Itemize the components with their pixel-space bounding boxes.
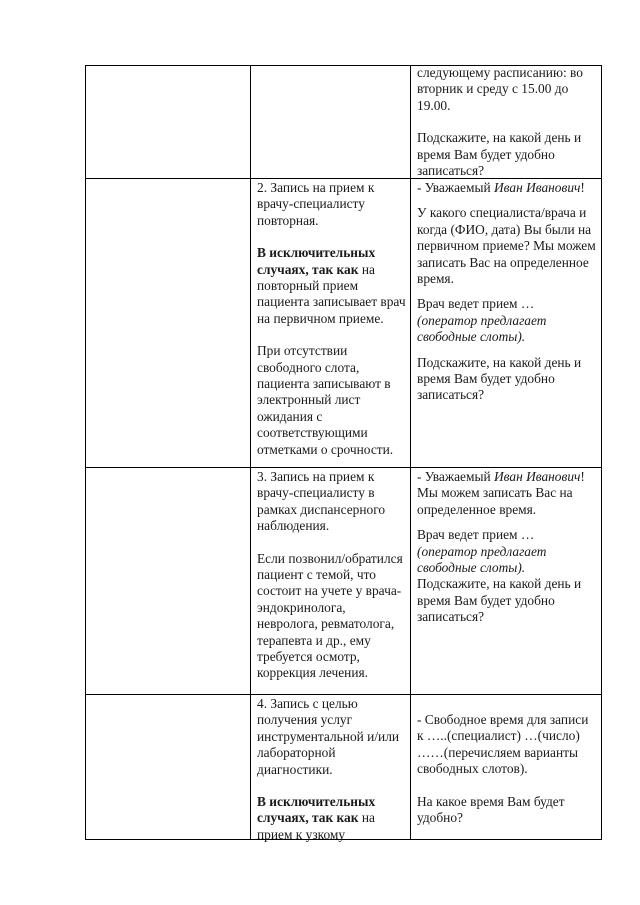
row4-script-cell	[417, 712, 597, 826]
row2-script-cell	[417, 180, 597, 404]
row2-exception-rest: на повторный прием пациента записывает врач на первичном приеме.	[257, 261, 406, 326]
row4-ask-time: На какое время Вам будет удобно?	[417, 793, 565, 826]
row4-free-slots: - Свободное время для записи к …..(специалист) …(число) ……(перечисляем варианты свободных слотов).	[417, 712, 589, 777]
row2-title: 2. Запись на прием к врачу-специалисту повторная.	[257, 180, 375, 228]
row3-doctor-schedule: Врач ведет прием …	[417, 527, 535, 543]
row1-script-cell	[417, 65, 597, 179]
patient-name: Иван Иванович	[494, 180, 581, 195]
table-border-right	[601, 65, 602, 840]
row2-waiting-list-note: При отсутствии свободного слота, пациента записывают в электронный лист ожидания с соответствующими отметками о срочности.	[257, 343, 394, 457]
row4-exception-bold: В исключительных случаях, так как	[257, 794, 376, 826]
table-divider-col2	[410, 65, 411, 840]
row4-title: 4. Запись с целью получения услуг инструментальной и/или лабораторной диагностики.	[257, 696, 400, 777]
row2-question: У какого специалиста/врача и когда (ФИО, дата) Вы были на первичном приеме? Мы можем записать Вас на определенное время.	[417, 205, 596, 287]
row4-exception-rest: на прием к узкому	[257, 810, 375, 842]
patient-name: Иван Иванович	[494, 469, 581, 484]
table-divider-col1	[250, 65, 251, 840]
row3-script-cell	[417, 469, 597, 626]
row2-exception-bold: В исключительных случаях, так как	[257, 245, 376, 277]
schedule-continuation: следующему расписанию: во вторник и среду с 15.00 до 19.00.	[417, 65, 583, 113]
ask-day-time: Подскажите, на какой день и время Вам будет удобно записаться?	[417, 130, 582, 179]
row3-operator-note: (оператор предлагает свободные слоты).	[417, 543, 547, 576]
row3-description-cell	[257, 469, 407, 682]
row-separator-3	[85, 694, 602, 695]
row3-note: Если позвонил/обратился пациент с темой, что состоит на учете у врача-эндокринолога, невролога, ревматолога, терапевта и др., ему требуется осмотр, коррекция лечения.	[257, 550, 403, 681]
row2-exception	[257, 245, 407, 327]
row2-description-cell	[257, 180, 407, 458]
row2-operator-note: (оператор предлагает свободные слоты).	[417, 312, 547, 345]
row3-offer: Мы можем записать Вас на определенное время.	[417, 485, 573, 517]
row3-ask-day-time: Подскажите, на какой день и время Вам будет удобно записаться?	[417, 576, 582, 625]
row2-greeting: - Уважаемый Иван Иванович!	[417, 180, 585, 195]
row4-description-cell	[257, 696, 407, 843]
row3-title: 3. Запись на прием к врачу-специалисту в рамках диспансерного наблюдения.	[257, 469, 386, 534]
row2-doctor-schedule: Врач ведет прием …	[417, 296, 535, 312]
row-separator-2	[85, 467, 602, 468]
row4-exception	[257, 794, 407, 843]
row2-ask-day-time: Подскажите, на какой день и время Вам будет удобно записаться?	[417, 354, 582, 403]
table-border-left	[85, 65, 86, 840]
row3-greeting: - Уважаемый Иван Иванович!	[417, 469, 585, 484]
